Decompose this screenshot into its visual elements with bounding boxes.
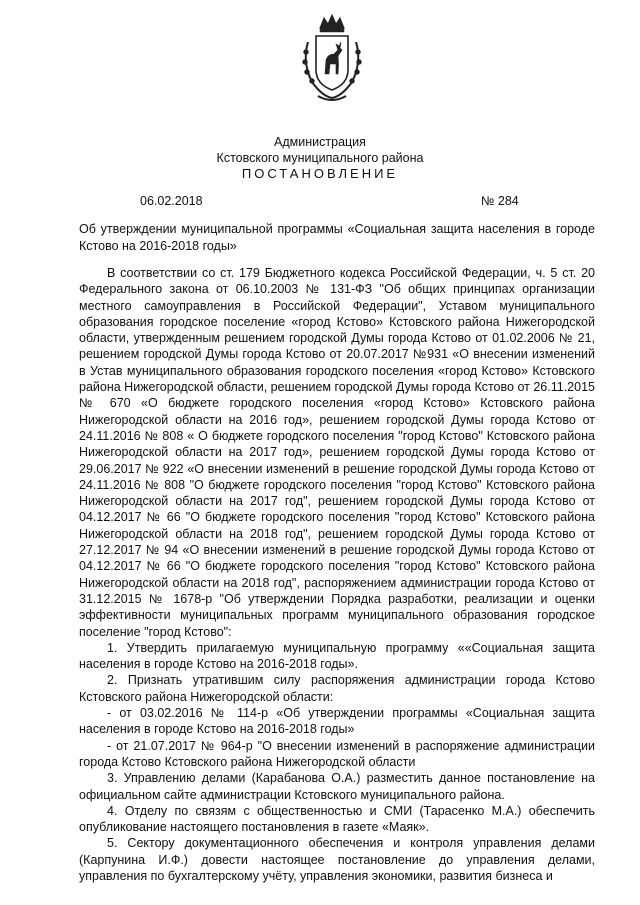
document-header: [0, 134, 640, 182]
clause-2: 2. Признать утратившим силу распоряжения администрации города Кстово Кстовского района Нижегородской области:: [79, 673, 595, 704]
clause-3: 3. Управлению делами (Карабанова О.А.) разместить данное постановление на официальном сайте администрации Кстовского муниципального района.: [79, 771, 595, 802]
clause-5: 5. Сектору документационного обеспечения и контроля управления делами (Карпунина И.Ф.) довести настоящее постановление до управления делами, управления по бухгалтерскому учёту, управления экономики, развития бизнеса и: [79, 836, 595, 883]
org-name-line1: Администрация: [274, 135, 366, 149]
clause-2-item-2: - от 21.07.2017 № 964-р "О внесении изменений в распоряжение администрации города Кстово Кстовского района Нижегородской области: [79, 738, 595, 769]
clause-1: 1. Утвердить прилагаемую муниципальную программу ««Социальная защита населения в городе Кстово на 2016-2018 годы».: [79, 640, 595, 672]
document-subject: Об утверждении муниципальной программы «Социальная защита населения в городе Кстово на 2016-2018 годы»: [79, 222, 595, 253]
preamble-paragraph: В соответствии со ст. 179 Бюджетного кодекса Российской Федерации, ч. 5 ст. 20 Федерального закона от 06.10.2003 № 131-ФЗ "Об общих принципах организации местного самоуправления в Российской Федерации", Уставом муниципального образования городское поселение «город Кстово» Кстовского района Нижегородской области, утвержденным решением городской Думы города Кстово от 01.02.2006 № 21, решением городской Думы города Кстово от 20.07.2017 №931 «О внесении изменений в Устав муниципального образования городского поселения «город Кстово» Кстовского района Нижегородской области, решением городской Думы города Кстово от 26.11.2015 № 670 «О бюджете городского поселения «город Кстово» Кстовского района Нижегородской области на 2016 год», решением городской Думы города Кстово от 24.11.2016 № 808 « О бюджете городского поселения "город Кстово" Кстовского района Нижегородской области на 2017 год», решением городской Думы города Кстово от 29.06.2017 № 922 «О внесении изменений в решение городской Думы города Кстово от 24.11.2016 № 808 "О бюджете городского поселения "город Кстово" Кстовского района Нижегородской области на 2017 год", решением городской Думы города Кстово от 04.12.2017 № 66 "О бюджете городского поселения "город Кстово" Кстовского района Нижегородской области на 2018 год", решением городской Думы города Кстово от 27.12.2017 № 94 «О внесении изменений в решение городской Думы города Кстово от 04.12.2017 № 66 "О бюджете городского поселения "город Кстово" Кстовского района Нижегородской области на 2018 год", распоряжением администрации города Кстово от 31.12.2015 № 1678-р "Об утверждении Порядка разработки, реализации и оценки эффективности муниципальных программ муниципального образования городское поселение "город Кстово":: [79, 266, 595, 639]
document-type-title: ПОСТАНОВЛЕНИЕ: [241, 166, 399, 181]
document-body: [79, 265, 595, 884]
document-number: № 284: [481, 194, 519, 208]
clause-4: 4. Отделу по связям с общественностью и СМИ (Тарасенко М.А.) обеспечить опубликование настоящего постановления в газете «Маяк».: [79, 803, 595, 835]
clause-2-item-1: - от 03.02.2016 № 114-р «Об утверждении программы «Социальная защита населения в городе Кстово на 2016-2018 годы»: [79, 706, 595, 737]
coat-of-arms-emblem: [298, 12, 366, 106]
document-date: 06.02.2018: [140, 194, 203, 208]
org-name-line2: Кстовского муниципального района: [216, 151, 424, 165]
